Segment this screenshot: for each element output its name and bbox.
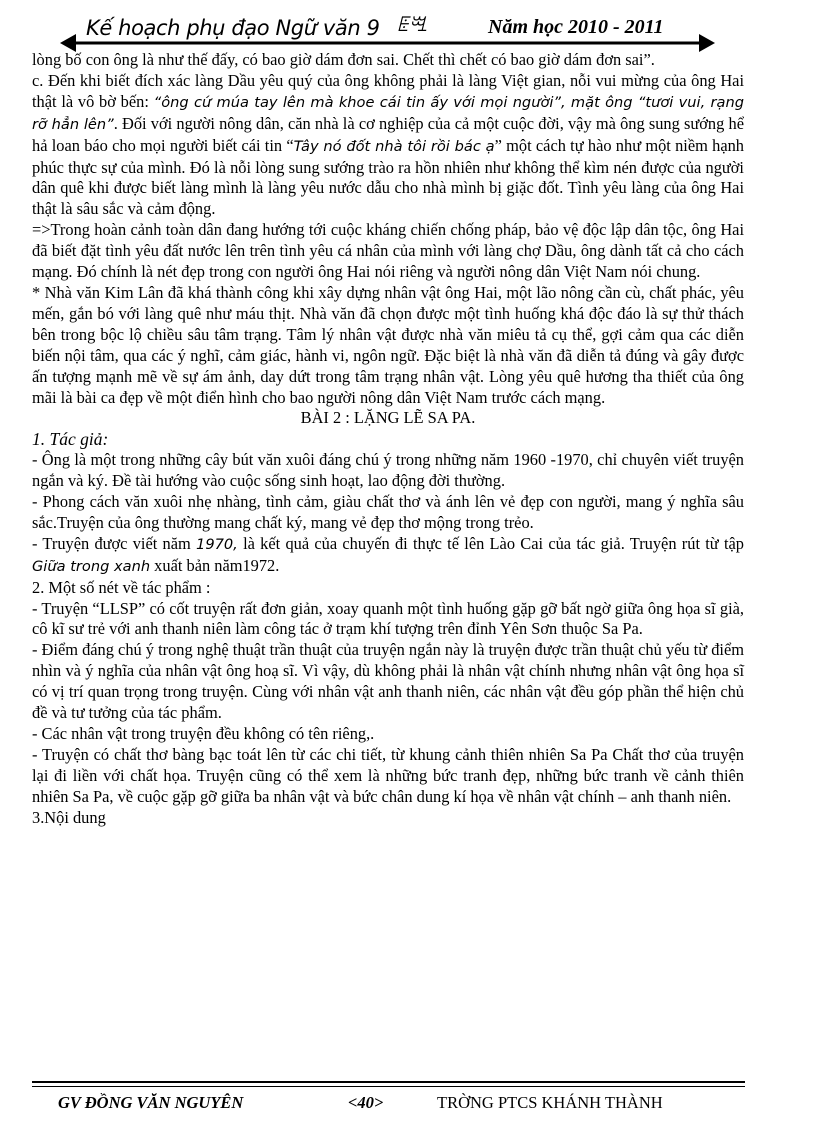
text-run: ” một cách tự hào như một niềm hạnh phúc thực sự của mình. Đó là nỗi lòng sung sướng trào ra hồn nhiên như không thể kìm nén được của người dân quê khi được biết làng mình là làng yêu nước dẫu cho nhà mình bị giặc đốt. Tình yêu làng của ông Hai thật là sâu sắc và cảm động. xyxy=(32,135,744,219)
paragraph: * Nhà văn Kim Lân đã khá thành công khi xây dựng nhân vật ông Hai, một lão nông cần cù, chất phác, yêu mến, gắn bó với làng quê như máu thịt. Nhà văn đã chọn được một tình huống khá độc đáo là sự thử thách bên trong bộc lộ chiều sâu tâm trạng. Tâm lý nhân vật được nhà văn miêu tả cụ thể, gợi cảm qua các diễn biến nội tâm, qua các ý nghĩ, cảm giác, hành vi, ngôn ngữ. Đặc biệt là nhà văn đã diễn tả đúng và gây được ấn tượng mạnh mẽ về sự ám ảnh, day dứt trong tâm trạng nhân vật. Lòng yêu quê hương tha thiết của ông mãi là bài ca đẹp về một điển hình cho bao người nông dân Việt Nam trước cách mạng. xyxy=(32,282,744,407)
footer-rule-thick xyxy=(32,1081,745,1083)
header-ornament: ꗍꗅ xyxy=(397,14,428,36)
paragraph: - Truyện có chất thơ bàng bạc toát lên từ các chi tiết, từ khung cảnh thiên nhiên Sa Pa Chất thơ của truyện lại đi liền với chất họa. Truyện cũng có thể xem là những bức tranh đẹp, những bức tranh về cảnh thiên nhiên Sa Pa, về cuộc gặp gỡ giữa ba nhân vật và bức chân dung kí họa về nhân vật chính – anh thanh niên. xyxy=(32,744,744,806)
text-run: - Truyện được viết năm xyxy=(32,533,197,553)
section-heading: 2. Một số nét về tác phẩm : xyxy=(32,577,211,597)
paragraph: =>Trong hoàn cảnh toàn dân đang hướng tới cuộc kháng chiến chống pháp, bảo vệ độc lập dân tộc, ông Hai đã biết đặt tình yêu đất nước lên trên tình yêu cá nhân của mình với làng chợ Dầu, ông dành tất cả cho cách mạng. Đó chính là nét đẹp trong con người ông Hai nói riêng và người nông dân Việt Nam nói chung. xyxy=(32,220,744,282)
quote-italic: Tây nó đốt nhà tôi rồi bác ạ xyxy=(293,137,495,155)
lesson-title: BÀI 2 : LẶNG LẼ SA PA. xyxy=(300,408,476,428)
paragraph: lòng bố con ông là như thế đấy, có bao giờ dám đơn sai. Chết thì chết có bao giờ dám đơn sai”. xyxy=(32,50,655,69)
footer-author: GV ĐỒNG VĂN NGUYÊN xyxy=(58,1093,244,1112)
page-number: <40> xyxy=(348,1093,384,1112)
section-heading: 3.Nội dung xyxy=(32,807,106,827)
document-body xyxy=(32,50,744,829)
footer-rule-thin xyxy=(32,1086,745,1087)
text-run: xuất bản năm1972. xyxy=(150,555,280,575)
paragraph: - Ông là một trong những cây bút văn xuôi đáng chú ý trong những năm 1960 -1970, chỉ chuyên viết truyện ngắn và ký. Đề tài hướng vào cuộc sống sinh hoạt, lao động đời thường. xyxy=(32,450,744,491)
quote-italic: “ông cứ múa tay lên mà khoe cái tin ấy với mọi người”, mặt ông “tươi vui, rạng rỡ hẳn lên” xyxy=(32,93,744,133)
text-run: c. Đến khi biết đích xác làng Dầu yêu quý của ông không phải là làng Việt gian, nỗi vui mừng của ông Hai thật là vô bờ bến: xyxy=(32,70,744,111)
paragraph: - Điểm đáng chú ý trong nghệ thuật trần thuật của truyện ngắn này là truyện được trần thuật chủ yếu từ điểm nhìn và ý nghĩa của nhân vật ông hoạ sĩ. Vì vậy, dù không phải là nhân vật chính nhưng nhân vật ông họa sĩ có vị trí quan trọng trong truyện. Cùng với nhân vật anh thanh niên, các nhân vật đều góp phần thể hiện chủ đề và tư tưởng của tác phẩm. xyxy=(32,640,744,723)
paragraph: - Truyện “LLSP” có cốt truyện rất đơn giản, xoay quanh một tình huống gặp gỡ bất ngờ giữa ông họa sĩ già, cô kĩ sư trẻ với anh thanh niên làm công tác ở trạm khí tượng trên đỉnh Yên Sơn thuộc Sa Pa. xyxy=(32,598,744,639)
book-title-italic: Giữa trong xanh xyxy=(32,557,151,575)
text-run: . Đối với người nông dân, căn nhà là cơ nghiệp của cả một cuộc đời, vậy mà ông sung sướng hể hả loan báo cho mọi người biết cái tin “ xyxy=(32,113,744,155)
paragraph: - Phong cách văn xuôi nhẹ nhàng, tình cảm, giàu chất thơ và ánh lên vẻ đẹp con người, mang ý nghĩa sâu sắc.Truyện của ông thường mang chất ký, mang vẻ đẹp thơ mộng trong trẻo. xyxy=(32,492,744,532)
year-italic: 1970, xyxy=(196,535,238,553)
section-heading: 1. Tác giả: xyxy=(32,429,109,450)
text-run: là kết quả của chuyến đi thực tế lên Lào Cai của tác giả. Truyện rút từ tập xyxy=(237,533,744,553)
header-school-year: Năm học 2010 - 2011 xyxy=(488,16,664,38)
paragraph: - Các nhân vật trong truyện đều không có tên riêng,. xyxy=(32,724,375,743)
paragraph xyxy=(32,534,744,578)
header-title: Kế hoạch phụ đạo Ngữ văn 9 xyxy=(86,16,380,40)
page-footer xyxy=(0,1093,816,1119)
footer-school: TRỜNG PTCS KHÁNH THÀNH xyxy=(437,1093,663,1112)
paragraph xyxy=(32,71,744,220)
